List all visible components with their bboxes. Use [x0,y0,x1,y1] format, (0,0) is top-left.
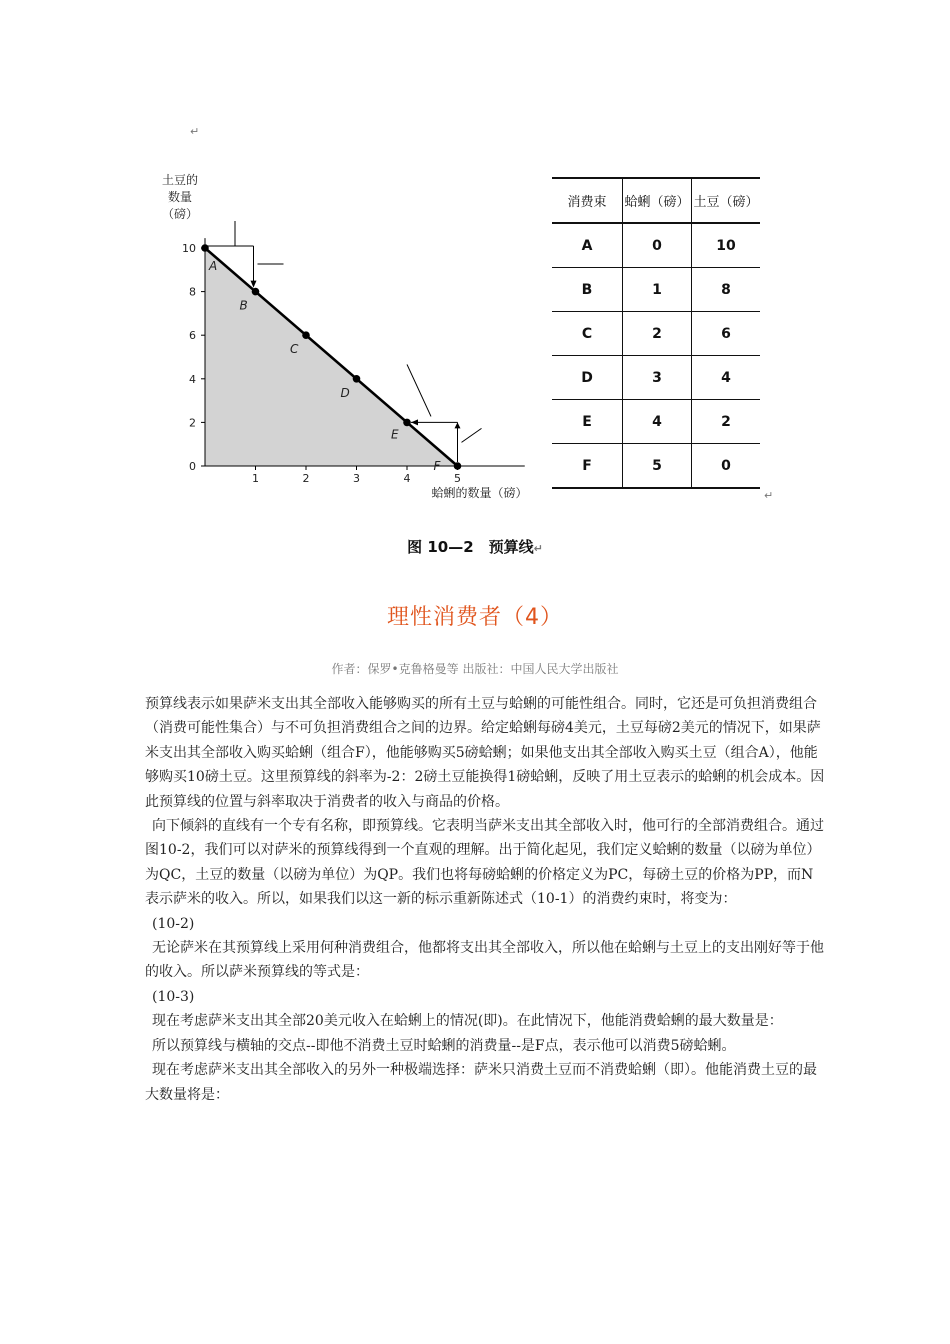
y-axis-label: 土豆的 [161,173,199,187]
data-point-a [201,244,209,252]
y-axis-label: 数量 [167,190,193,204]
table-header-row [552,178,760,223]
clams-cell: 3 [623,356,692,400]
x-tick-label: 1 [252,472,259,485]
point-label: C [290,342,299,357]
table-row [552,356,760,400]
article-paragraph: 预算线表示如果萨米支出其全部收入能够购买的所有土豆与蛤蜊的可能性组合。同时，它还是可负担消费组合（消费可能性集合）与不可负担消费组合之间的边界。给定蛤蜊每磅4美元，土豆每磅2美元的情况下，如果萨米支出其全部收入购买蛤蜊（组合F），他能够购买5磅蛤蜊；如果他支出其全部收入购买土豆（组合A），他能够购买10磅土豆。这里预算线的斜率为-2：2磅土豆能换得1磅蛤蜊，反映了用土豆表示的蛤蜊的机会成本。因此预算线的位置与斜率取决于消费者的收入与商品的价格。 [145,696,825,810]
table-row [552,312,760,356]
article-body [145,692,825,1107]
arrowhead [455,422,461,428]
bundle-cell: D [552,356,623,400]
potatoes-cell: 8 [692,268,761,312]
point-label: E [391,427,399,442]
table-row [552,268,760,312]
article-paragraph: 现在考虑萨米支出其全部20美元收入在蛤蜊上的情况(即)。在此情况下，他能消费蛤蜊的最大数量是： [152,1013,783,1030]
potatoes-cell: 6 [692,312,761,356]
clams-cell: 0 [623,223,692,268]
potatoes-cell: 10 [692,223,761,268]
article-byline: 作者：保罗•克鲁格曼等 出版社：中国人民大学出版社 [331,662,619,676]
bundle-cell: A [552,223,623,268]
y-tick-label: 10 [182,242,196,255]
annotation-line [462,428,482,442]
bundle-cell: F [552,444,623,489]
article-title: 理性消费者（4） [387,605,563,630]
x-axis-label: 蛤蜊的数量（磅） [431,486,528,500]
table-row [552,400,760,444]
figure-caption [0,536,950,557]
y-tick-label: 6 [189,329,196,343]
clams-cell: 2 [623,312,692,356]
data-point-c [302,331,310,339]
figure-caption-text: 图 10—2 预算线 [407,538,534,556]
paragraph-mark: ↵ [764,489,774,502]
clams-cell: 5 [623,444,692,489]
header-clams: 蛤蜊（磅） [623,178,692,223]
data-point-d [353,375,361,383]
y-tick-label: 0 [189,460,196,473]
y-tick-label: 4 [189,372,196,386]
article-paragraph: 无论萨米在其预算线上采用何种消费组合，他都将支出其全部收入，所以他在蛤蜊与土豆上的支出刚好等于他的收入。所以萨米预算线的等式是： [145,940,824,981]
potatoes-cell: 2 [692,400,761,444]
equation-label: (10-3) [152,988,195,1005]
potatoes-cell: 4 [692,356,761,400]
article-paragraph: 所以预算线与横轴的交点--即他不消费土豆时蛤蜊的消费量--是F点，表示他可以消费5磅蛤蜊。 [152,1037,736,1054]
data-point-b [252,288,260,296]
data-point-e [403,419,411,427]
x-tick-label: 2 [302,472,310,485]
annotation-line [407,364,431,416]
data-point-f [454,462,462,470]
bundle-cell: E [552,400,623,444]
arrowhead [411,419,418,425]
x-tick-label: 3 [353,472,360,485]
potatoes-cell: 0 [692,444,761,489]
article-paragraph: 向下倾斜的直线有一个专有名称，即预算线。它表明当萨米支出其全部收入时，他可行的全部消费组合。通过图10-2，我们可以对萨米的预算线得到一个直观的理解。出于简化起见，我们定义蛤蜊的数量（以磅为单位）为QC，土豆的数量（以磅为单位）为QP。我们也将每磅蛤蜊的价格定义为PC，每磅土豆的价格为PP，而N表示萨米的收入。所以，如果我们以这一新的标示重新陈述式（10-1）的消费约束时，将变为： [145,818,824,908]
table-row [552,444,760,489]
clams-cell: 1 [623,268,692,312]
x-tick-label: 5 [454,472,461,485]
header-potatoes: 土豆（磅） [692,178,761,223]
clams-cell: 4 [623,400,692,444]
table-row [552,223,760,268]
point-label: A [209,259,218,273]
header-bundle: 消费束 [552,178,623,223]
y-tick-label: 2 [189,416,196,430]
point-label: B [239,298,248,313]
x-tick-label: 4 [403,472,411,485]
y-tick-label: 8 [189,285,196,299]
article-paragraph: 现在考虑萨米支出其全部收入的另外一种极端选择：萨米只消费土豆而不消费蛤蜊（即）。他能消费土豆的最大数量将是： [145,1062,817,1103]
bundle-cell: C [552,312,623,356]
point-label: F [433,459,441,473]
y-axis-label: （磅） [161,207,199,221]
equation-label: (10-2) [152,915,195,932]
point-label: D [340,385,350,400]
paragraph-mark: ↵ [533,542,543,555]
paragraph-mark: ↵ [190,125,200,138]
bundle-cell: B [552,268,623,312]
budget-line-chart [150,168,545,508]
consumption-bundle-table [552,177,760,489]
